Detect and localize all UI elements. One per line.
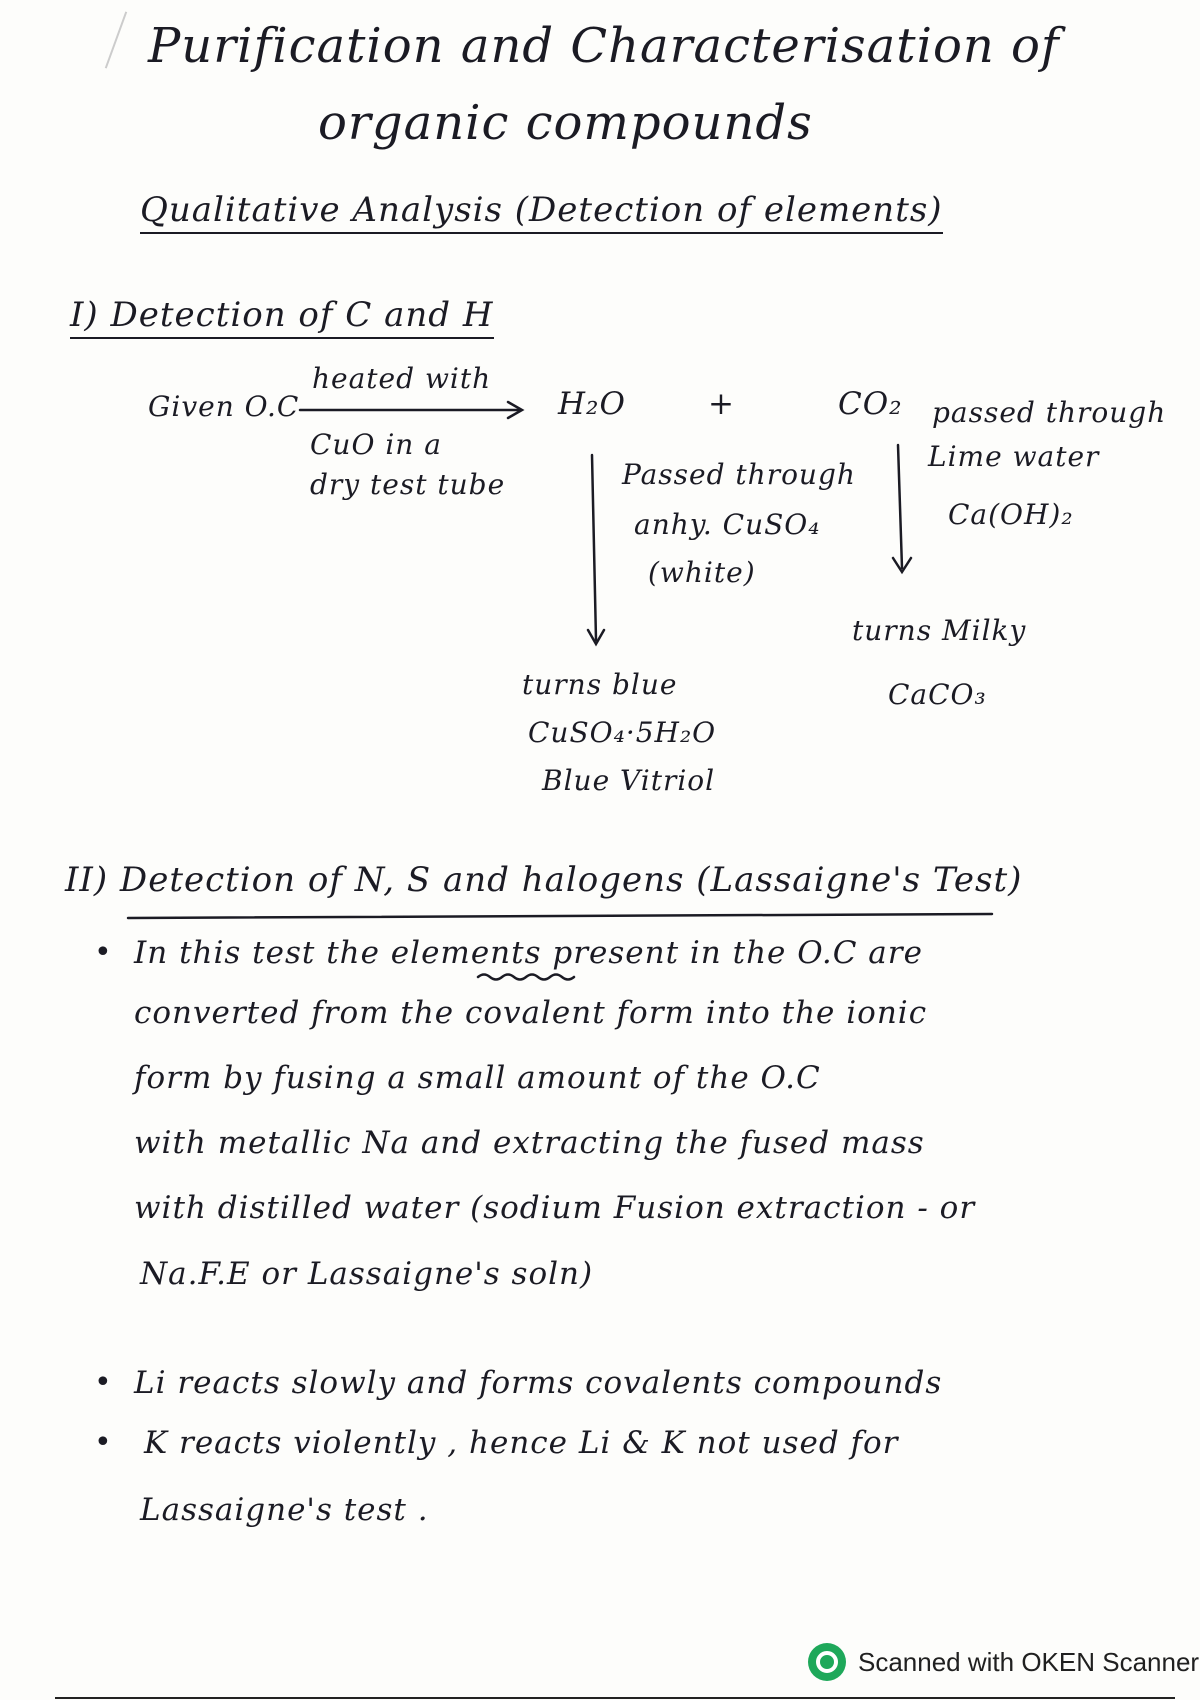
co2-note-3: Ca(OH)₂ bbox=[948, 498, 1074, 531]
bullet-dot-3: • bbox=[94, 1425, 112, 1460]
section-heading: Qualitative Analysis (Detection of elements) bbox=[140, 190, 943, 234]
bullet-dot-2: • bbox=[94, 1365, 112, 1400]
product-co2: CO₂ bbox=[838, 386, 903, 422]
part2-heading: II) Detection of N, S and halogens (Lassaigne's Test) bbox=[65, 860, 1023, 900]
h2o-note-3: (white) bbox=[648, 556, 756, 589]
h2o-result-2: CuSO₄·5H₂O bbox=[528, 716, 717, 749]
bullet3-line-1: K reacts violently , hence Li & K not used for bbox=[144, 1425, 899, 1461]
co2-result-1: turns Milky bbox=[852, 614, 1027, 647]
bullet1-line-6: Na.F.E or Lassaigne's soln) bbox=[140, 1256, 594, 1292]
bottom-rule bbox=[55, 1697, 1175, 1699]
bullet1-line-3: form by fusing a small amount of the O.C bbox=[134, 1060, 821, 1096]
product-h2o: H₂O bbox=[558, 386, 626, 422]
bullet3-line-2: Lassaigne's test . bbox=[140, 1492, 429, 1528]
bullet1-line-2: converted from the covalent form into the ionic bbox=[134, 995, 928, 1031]
h2o-result-1: turns blue bbox=[522, 668, 678, 701]
h2o-result-3: Blue Vitriol bbox=[542, 764, 716, 797]
scanner-text: Scanned with OKEN Scanner bbox=[858, 1646, 1200, 1677]
bullet-dot-1: • bbox=[94, 935, 112, 970]
h2o-note-2: anhy. CuSO₄ bbox=[634, 508, 821, 541]
co2-note-1: passed through bbox=[932, 396, 1167, 429]
part1-heading: I) Detection of C and H bbox=[70, 295, 494, 339]
h2o-note-1: Passed through bbox=[622, 458, 856, 491]
arrow-label-below-2: dry test tube bbox=[310, 468, 506, 501]
scanner-watermark bbox=[808, 1640, 1199, 1684]
bullet1-line-1: In this test the elements present in the O.C are bbox=[134, 935, 923, 971]
arrow-label-below-1: CuO in a bbox=[310, 428, 442, 461]
bullet2-line: Li reacts slowly and forms covalents compounds bbox=[134, 1365, 943, 1401]
oken-scanner-logo-icon bbox=[808, 1643, 846, 1681]
co2-note-2: Lime water bbox=[928, 440, 1100, 473]
plus-sign: + bbox=[708, 386, 735, 422]
title-line-1: Purification and Characterisation of bbox=[148, 18, 1060, 74]
bullet1-line-5: with distilled water (sodium Fusion extraction - or bbox=[134, 1190, 976, 1226]
title-line-2: organic compounds bbox=[318, 95, 813, 151]
co2-result-2: CaCO₃ bbox=[888, 678, 987, 711]
given-oc: Given O.C bbox=[148, 390, 300, 423]
bullet1-line-4: with metallic Na and extracting the fused mass bbox=[134, 1125, 925, 1161]
arrow-label-above: heated with bbox=[312, 362, 492, 395]
